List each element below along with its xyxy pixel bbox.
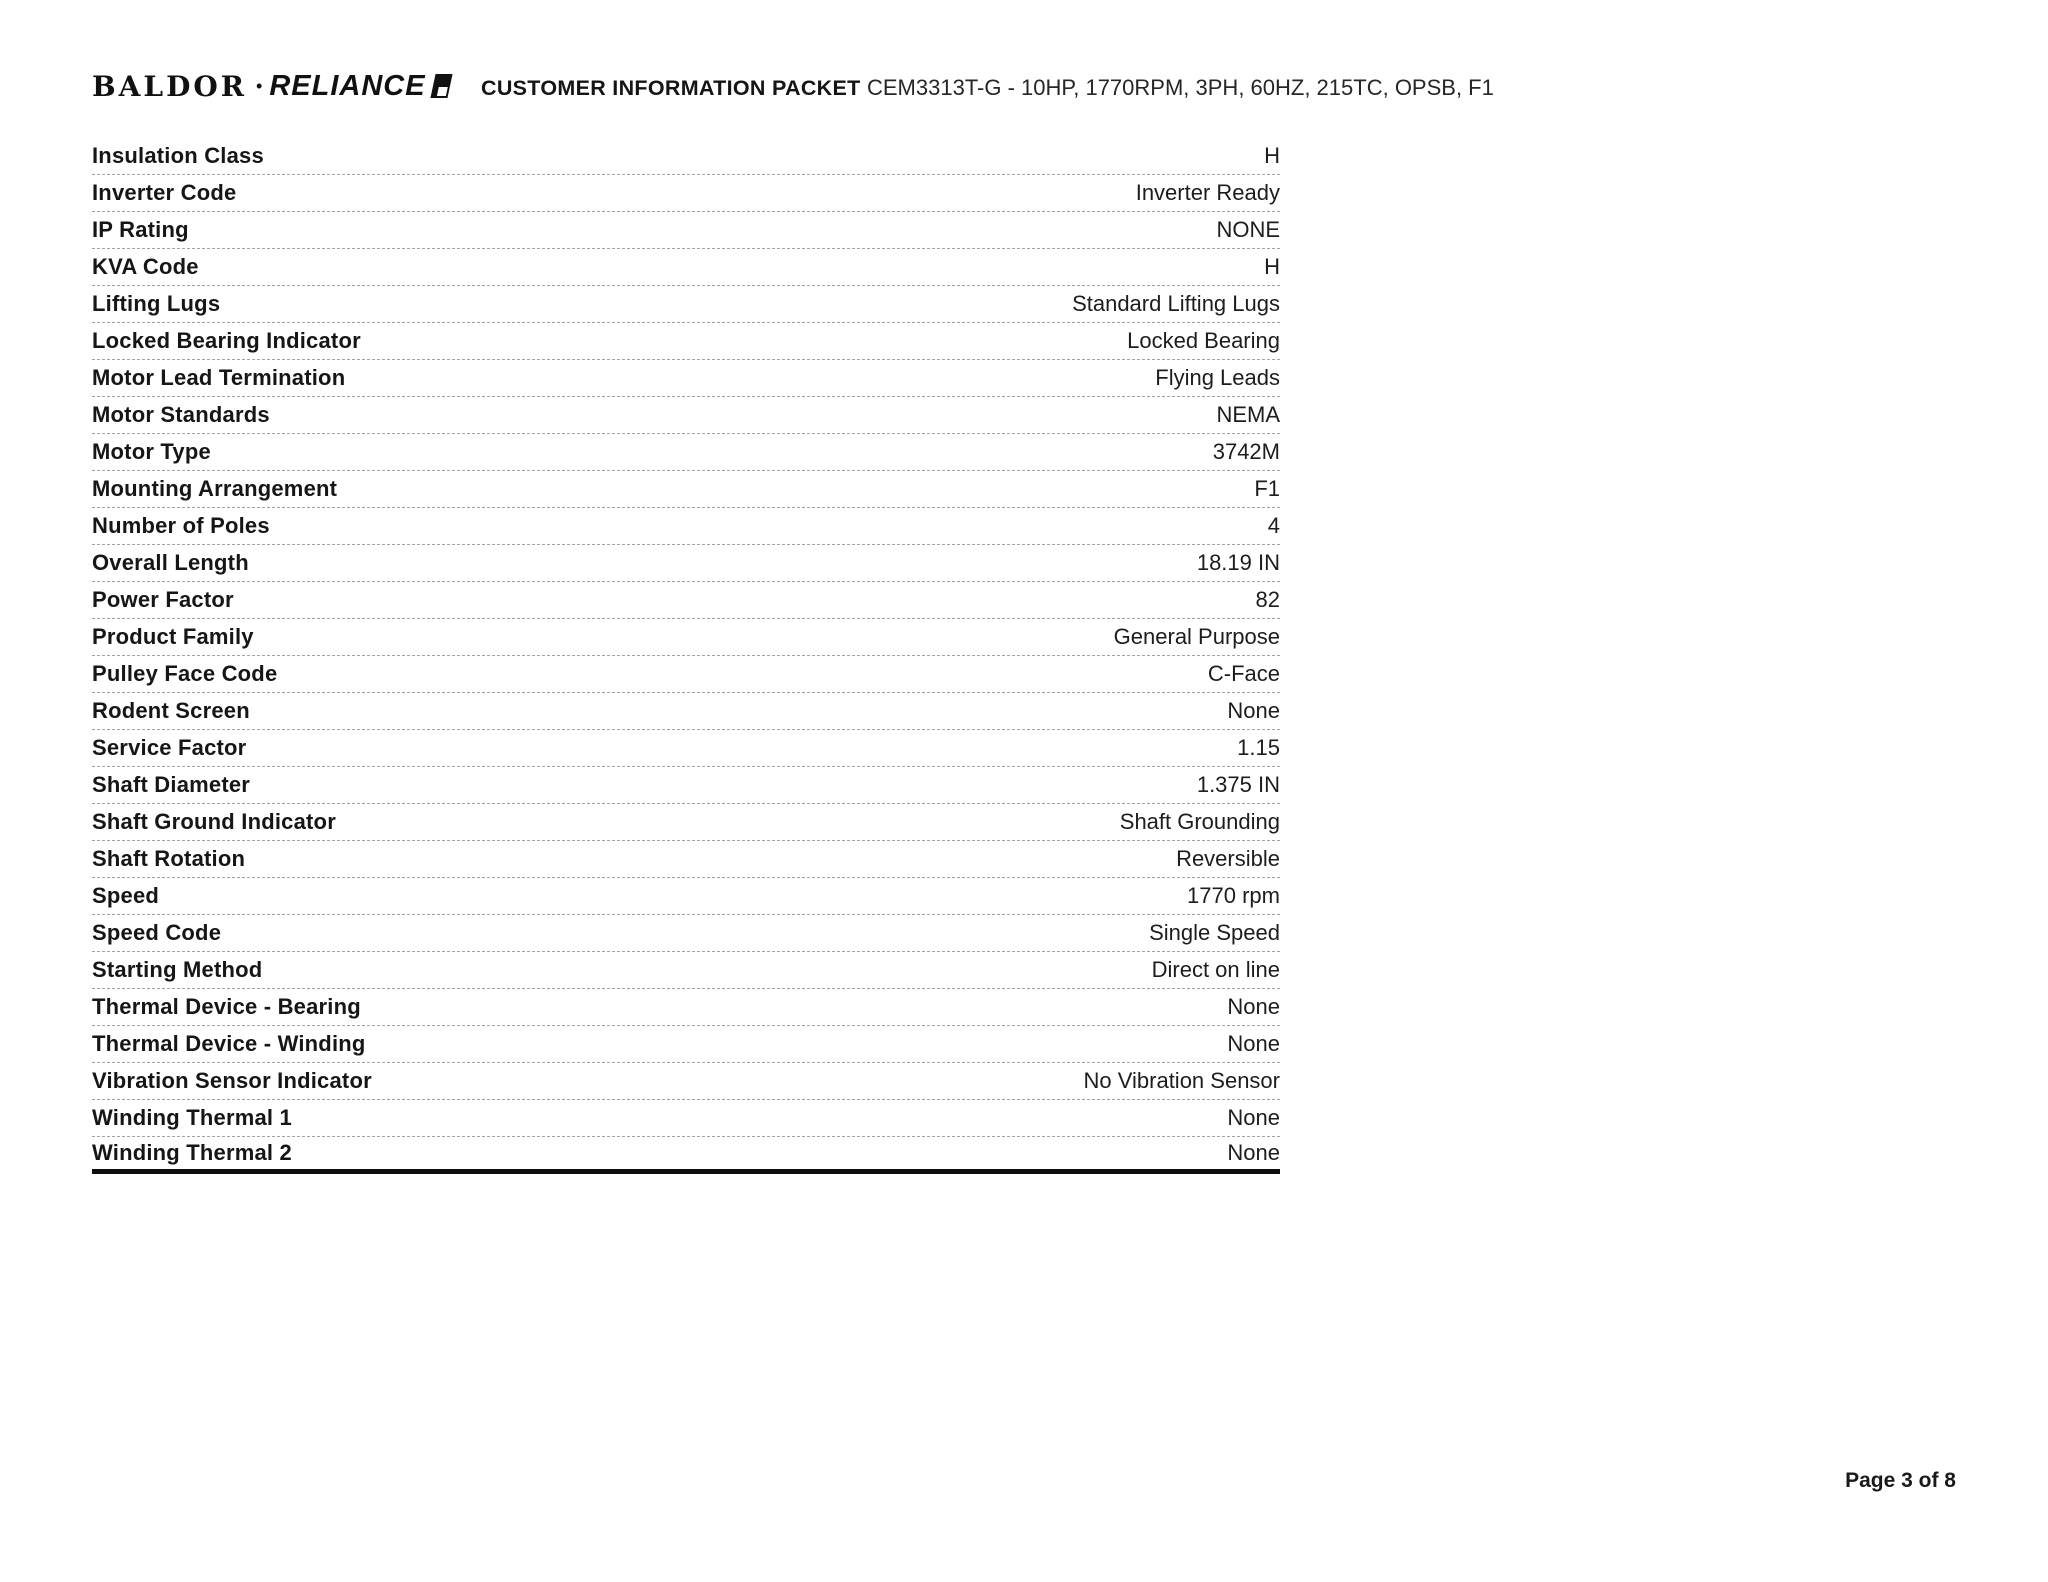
spec-row (92, 841, 1280, 878)
spec-row (92, 212, 1280, 249)
spec-label: Vibration Sensor Indicator (92, 1068, 372, 1093)
spec-value: None (1227, 1140, 1280, 1165)
spec-table (92, 138, 1280, 1174)
spec-label: Thermal Device - Winding (92, 1031, 366, 1056)
spec-value: None (1227, 994, 1280, 1019)
spec-label: Motor Type (92, 439, 211, 464)
spec-label: Shaft Rotation (92, 846, 246, 871)
spec-label: Speed (92, 883, 160, 908)
spec-label: Inverter Code (92, 180, 237, 205)
spec-row (92, 323, 1280, 360)
spec-row (92, 952, 1280, 989)
spec-label: Speed Code (92, 920, 222, 945)
spec-value: 3742M (1212, 439, 1280, 464)
spec-value: 1.15 (1237, 735, 1280, 760)
spec-value: H (1264, 143, 1280, 168)
product-code-header: CEM3313T-G - 10HP, 1770RPM, 3PH, 60HZ, 215TC, OPSB, F1 (867, 75, 1494, 100)
spec-value: Standard Lifting Lugs (1072, 291, 1280, 316)
spec-label: Overall Length (92, 550, 249, 575)
spec-value: 18.19 IN (1196, 550, 1280, 575)
spec-value: Shaft Grounding (1119, 809, 1280, 834)
spec-value: Locked Bearing (1127, 328, 1280, 353)
logo-brand-reliance: RELIANCE (269, 69, 426, 102)
spec-value: None (1227, 1105, 1280, 1130)
spec-row (92, 545, 1280, 582)
spec-value: No Vibration Sensor (1083, 1068, 1280, 1093)
spec-row (92, 878, 1280, 915)
spec-value: 1.375 IN (1196, 772, 1280, 797)
spec-row (92, 1026, 1280, 1063)
spec-label: Rodent Screen (92, 698, 250, 723)
spec-value: 82 (1255, 587, 1280, 612)
spec-label: KVA Code (92, 254, 199, 279)
baldor-reliance-logo (92, 70, 450, 102)
spec-label: Locked Bearing Indicator (92, 328, 361, 353)
spec-row (92, 730, 1280, 767)
spec-label: Starting Method (92, 957, 263, 982)
spec-row (92, 619, 1280, 656)
spec-label: Winding Thermal 2 (92, 1140, 292, 1165)
spec-label: IP Rating (92, 217, 189, 242)
spec-value: Direct on line (1151, 957, 1280, 982)
spec-label: Mounting Arrangement (92, 476, 338, 501)
spec-label: Motor Lead Termination (92, 365, 346, 390)
spec-row (92, 915, 1280, 952)
spec-value: 1770 rpm (1187, 883, 1280, 908)
spec-value: 4 (1267, 513, 1280, 538)
spec-label: Service Factor (92, 735, 247, 760)
spec-row (92, 582, 1280, 619)
spec-value: Inverter Ready (1135, 180, 1280, 205)
spec-label: Shaft Ground Indicator (92, 809, 336, 834)
document-title: CUSTOMER INFORMATION PACKET (481, 76, 861, 100)
baldor-logo-mark-icon (430, 74, 452, 98)
spec-row (92, 989, 1280, 1026)
spec-label: Insulation Class (92, 143, 264, 168)
spec-row (92, 508, 1280, 545)
spec-row (92, 471, 1280, 508)
spec-value: C-Face (1207, 661, 1280, 686)
spec-value: NONE (1216, 217, 1280, 242)
spec-label: Lifting Lugs (92, 291, 221, 316)
spec-row (92, 286, 1280, 323)
logo-brand-baldor: BALDOR (92, 69, 248, 103)
spec-value: None (1227, 698, 1280, 723)
spec-row (92, 1137, 1280, 1174)
spec-value: NEMA (1216, 402, 1280, 427)
spec-value: Reversible (1176, 846, 1280, 871)
spec-row (92, 693, 1280, 730)
spec-row (92, 249, 1280, 286)
logo-dot-separator: • (256, 75, 263, 96)
spec-row (92, 138, 1280, 175)
spec-row (92, 397, 1280, 434)
spec-value: H (1264, 254, 1280, 279)
spec-row (92, 767, 1280, 804)
spec-value: General Purpose (1113, 624, 1280, 649)
spec-label: Number of Poles (92, 513, 270, 538)
spec-row (92, 1100, 1280, 1137)
spec-label: Winding Thermal 1 (92, 1105, 292, 1130)
page-number: Page 3 of 8 (1845, 1469, 1956, 1492)
spec-row (92, 360, 1280, 397)
spec-row (92, 804, 1280, 841)
spec-label: Thermal Device - Bearing (92, 994, 361, 1019)
spec-label: Pulley Face Code (92, 661, 278, 686)
spec-value: Single Speed (1149, 920, 1280, 945)
spec-value: Flying Leads (1155, 365, 1280, 390)
spec-value: F1 (1254, 476, 1280, 501)
spec-row (92, 434, 1280, 471)
spec-label: Shaft Diameter (92, 772, 251, 797)
spec-value: None (1227, 1031, 1280, 1056)
spec-label: Power Factor (92, 587, 234, 612)
spec-label: Product Family (92, 624, 254, 649)
spec-row (92, 175, 1280, 212)
spec-label: Motor Standards (92, 402, 270, 427)
spec-row (92, 1063, 1280, 1100)
spec-row (92, 656, 1280, 693)
